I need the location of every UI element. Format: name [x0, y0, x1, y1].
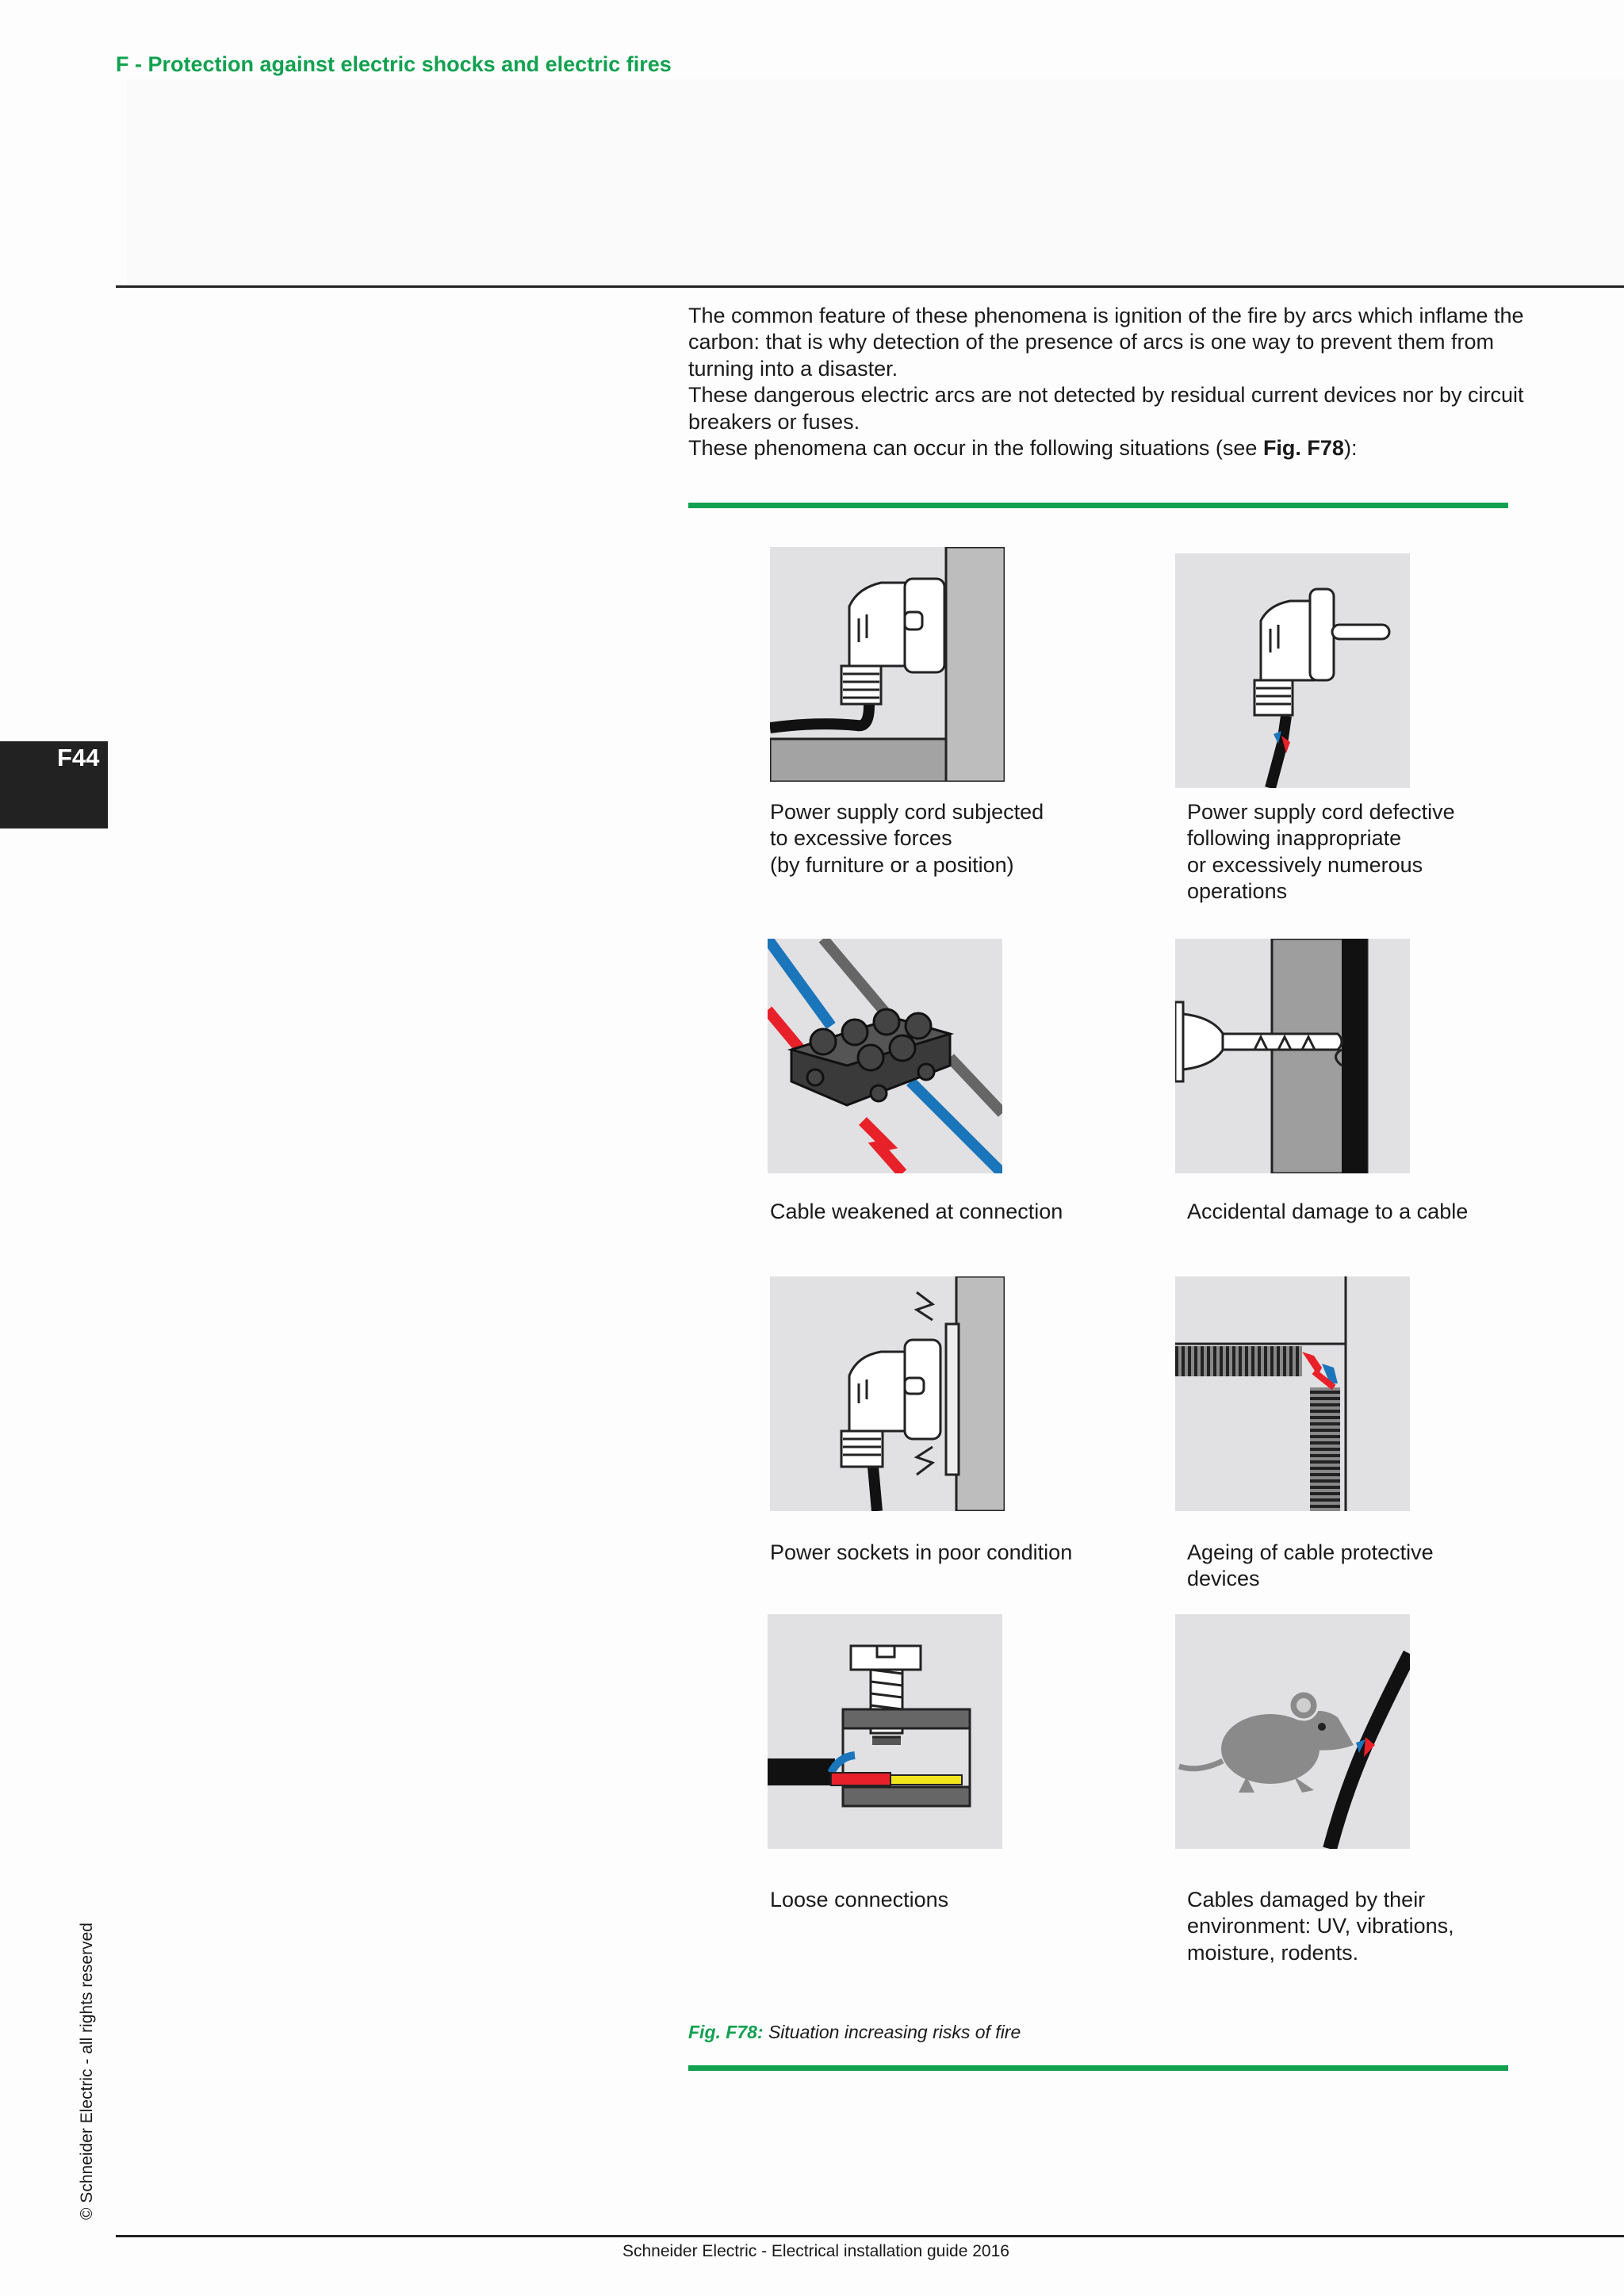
caption-poor-sockets: Power sockets in poor condition: [770, 1540, 1073, 1564]
loose-socket-illustration: [770, 1276, 1005, 1511]
aged-conduit-illustration: [1175, 1276, 1410, 1511]
terminal-block-illustration: [768, 939, 1002, 1173]
intro-paragraph-2: These dangerous electric arcs are not detected by residual current devices nor by circuit breakers or fuses.: [688, 383, 1524, 434]
figure-reference-link[interactable]: Fig. F78: [1262, 436, 1344, 461]
figure-caption: [688, 2022, 1021, 2043]
caption-accidental-damage: Accidental damage to a cable: [1187, 1200, 1469, 1223]
footer-text: Schneider Electric - Electrical installation guide 2016: [622, 2242, 1009, 2260]
intro-paragraph-3-text: These phenomena can occur in the following situations (see: [688, 436, 1263, 461]
figure-caption-text: Situation increasing risks of fire: [763, 2022, 1021, 2042]
intro-paragraph-1: The common feature of these phenomena is ignition of the fire by arcs which inflame the carbon: that is why detection of the presence of arcs is one way to prevent them from turning into a disaster.: [688, 304, 1524, 381]
caption-ageing-devices: Ageing of cable protective devices: [1187, 1540, 1434, 1591]
header-band: [127, 79, 1624, 284]
intro-paragraph-3: [688, 435, 1529, 461]
header-divider: [116, 285, 1624, 288]
figure-caption-label: Fig. F78:: [688, 2022, 764, 2042]
intro-text: [688, 303, 1529, 461]
intro-paragraph-3-end: ):: [1343, 436, 1358, 461]
page-tab: [0, 741, 108, 828]
plug-worn-cord-illustration: [1175, 553, 1410, 788]
figure-bottom-rule: [688, 2065, 1508, 2071]
caption-loose-connections: Loose connections: [770, 1888, 949, 1911]
plug-crushed-cord-illustration: [770, 547, 1005, 782]
nail-in-wall-cable-illustration: [1175, 939, 1410, 1173]
caption-weakened-connection: Cable weakened at connection: [770, 1200, 1063, 1223]
copyright-notice: © Schneider Electric - all rights reserved: [78, 1923, 96, 2220]
figure-top-rule: [688, 503, 1508, 508]
rodent-illustration: [1175, 1614, 1410, 1849]
footer-divider: [116, 2235, 1624, 2237]
caption-environment-damage: Cables damaged by their environment: UV, vibrations, moisture, rodents.: [1187, 1888, 1454, 1965]
caption-worn-cord: Power supply cord defective following inappropriate or excessively numerous operations: [1187, 800, 1455, 904]
loose-screw-terminal-illustration: [768, 1614, 1002, 1849]
caption-crushed-cord: Power supply cord subjected to excessive forces (by furniture or a position): [770, 800, 1044, 877]
page-tab-label: F44: [57, 744, 100, 771]
chapter-title: F - Protection against electric shocks and electric fires: [116, 52, 672, 76]
